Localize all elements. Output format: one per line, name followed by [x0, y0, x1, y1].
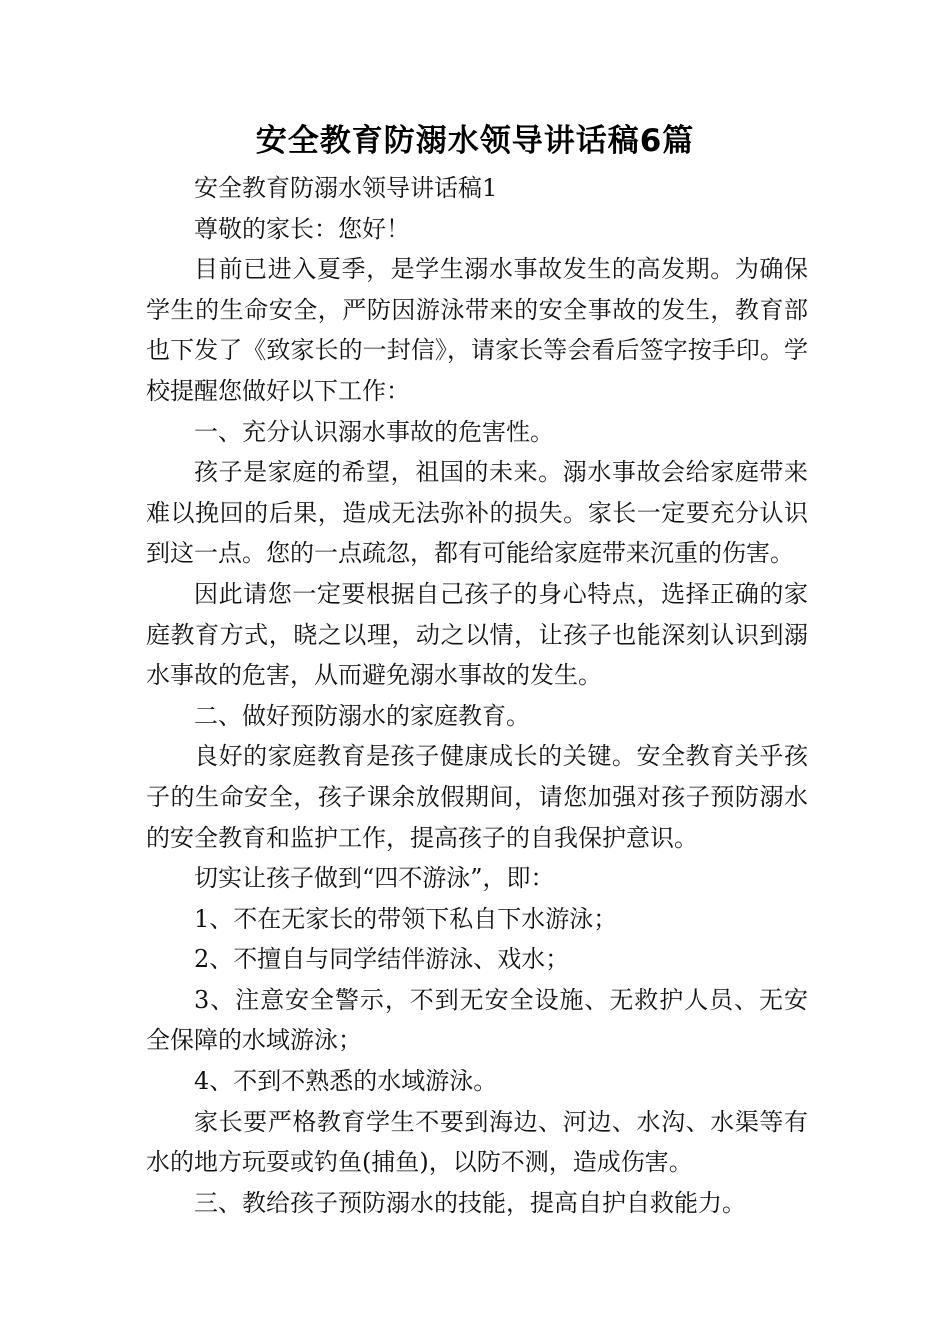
- paragraph: 因此请您一定要根据自己孩子的身心特点，选择正确的家庭教育方式，晓之以理，动之以情，让孩子也能深刻认识到溺水事故的危害，从而避免溺水事故的发生。: [146, 579, 808, 690]
- section-heading-2: 二、做好预防溺水的家庭教育。: [194, 701, 530, 730]
- list-item: 4、不到不熟悉的水域游泳。: [194, 1067, 498, 1096]
- paragraph: 切实让孩子做到“四不游泳”，即：: [194, 864, 555, 893]
- paragraph-subtitle: 安全教育防溺水领导讲话稿1: [194, 174, 498, 202]
- list-item: 1、不在无家长的带领下私自下水游泳；: [194, 904, 618, 933]
- paragraph-salutation: 尊敬的家长：您好！: [194, 214, 410, 243]
- section-heading-3: 三、教给孩子预防溺水的技能，提高自护自救能力。: [194, 1188, 746, 1217]
- paragraph: 家长要严格教育学生不要到海边、河边、水沟、水渠等有水的地方玩耍或钓鱼(捕鱼)，以防不测，造成伤害。: [146, 1107, 808, 1177]
- list-item: 3、注意安全警示，不到无安全设施、无救护人员、无安全保障的水域游泳；: [146, 985, 808, 1055]
- section-heading-1: 一、充分认识溺水事故的危害性。: [194, 417, 554, 446]
- paragraph-intro: 目前已进入夏季，是学生溺水事故发生的高发期。为确保学生的生命安全，严防因游泳带来的安全事故的发生，教育部也下发了《致家长的一封信》，请家长等会看后签字按手印。学校提醒您做好以下工作：: [146, 255, 808, 405]
- list-item: 2、不擅自与同学结伴游泳、戏水；: [194, 945, 570, 974]
- paragraph: 良好的家庭教育是孩子健康成长的关键。安全教育关乎孩子的生命安全，孩子课余放假期间，请您加强对孩子预防溺水的安全教育和监护工作，提高孩子的自我保护意识。: [146, 742, 808, 852]
- document-title: 安全教育防溺水领导讲话稿6篇: [255, 123, 695, 159]
- paragraph: 孩子是家庭的希望，祖国的未来。溺水事故会给家庭带来难以挽回的后果，造成无法弥补的损失。家长一定要充分认识到这一点。您的一点疏忽，都有可能给家庭带来沉重的伤害。: [146, 458, 808, 568]
- document-body: [146, 168, 808, 1223]
